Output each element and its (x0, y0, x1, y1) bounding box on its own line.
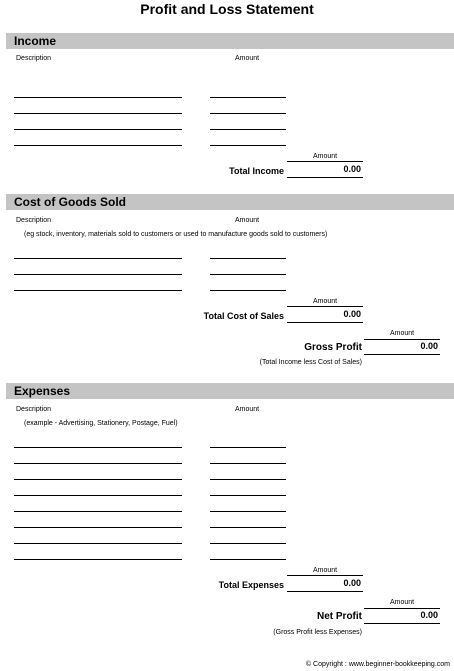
expenses-amount-line-8[interactable] (210, 559, 286, 560)
cogs-description-line-1[interactable] (14, 258, 182, 259)
net-profit-amount-label: Amount (389, 599, 415, 606)
expenses-section-header (6, 383, 454, 399)
income-amount-line-1[interactable] (210, 97, 286, 98)
expenses-description-line-1[interactable] (14, 447, 182, 448)
total-income-label: Total Income (229, 166, 284, 176)
expenses-description-line-5[interactable] (14, 511, 182, 512)
expenses-note: (example - Advertising, Stationery, Postage, Fuel) (24, 420, 178, 427)
expenses-amount-line-4[interactable] (210, 495, 286, 496)
cogs-amount-line-1[interactable] (210, 258, 286, 259)
income-amount-line-2[interactable] (210, 113, 286, 114)
expenses-total-amount-label: Amount (312, 567, 338, 574)
cogs-section-header (6, 194, 454, 210)
income-amount-line-3[interactable] (210, 129, 286, 130)
cogs-total-amount-label: Amount (312, 298, 338, 305)
cogs-note: (eg stock, inventory, materials sold to customers or used to manufacture goods sold to customers) (24, 231, 328, 238)
page-title: Profit and Loss Statement (140, 1, 314, 17)
total-expenses-value: 0.00 (287, 578, 363, 592)
expenses-amount-line-6[interactable] (210, 527, 286, 528)
expenses-description-line-2[interactable] (14, 463, 182, 464)
total-expenses-label: Total Expenses (218, 580, 284, 590)
income-section-header (6, 33, 454, 49)
income-description-line-4[interactable] (14, 145, 182, 146)
gross-profit-amount-label: Amount (389, 330, 415, 337)
cogs-amount-line-3[interactable] (210, 290, 286, 291)
income-description-line-1[interactable] (14, 97, 182, 98)
income-total-amount-label: Amount (312, 153, 338, 160)
income-amount-header: Amount (235, 55, 260, 62)
cogs-amount-line-2[interactable] (210, 274, 286, 275)
expenses-total-top-rule (287, 575, 363, 576)
expenses-amount-line-3[interactable] (210, 479, 286, 480)
cogs-description-header: Description (16, 217, 52, 224)
expenses-description-line-4[interactable] (14, 495, 182, 496)
cogs-total-top-rule (287, 306, 363, 307)
cogs-description-line-3[interactable] (14, 290, 182, 291)
gross-profit-label: Gross Profit (304, 342, 362, 353)
expenses-amount-line-2[interactable] (210, 463, 286, 464)
income-description-line-3[interactable] (14, 129, 182, 130)
net-profit-value: 0.00 (364, 608, 440, 624)
cogs-heading: Cost of Goods Sold (14, 195, 126, 209)
net-profit-note: (Gross Profit less Expenses) (273, 629, 362, 636)
copyright-notice: © Copyright : www.beginner-bookkeeping.com (305, 661, 450, 668)
gross-profit-value: 0.00 (364, 339, 440, 355)
net-profit-label: Net Profit (317, 611, 362, 622)
income-amount-line-4[interactable] (210, 145, 286, 146)
total-cost-of-sales-value: 0.00 (287, 309, 363, 323)
income-description-header: Description (16, 55, 52, 62)
cogs-description-line-2[interactable] (14, 274, 182, 275)
expenses-amount-line-7[interactable] (210, 543, 286, 544)
total-cost-of-sales-label: Total Cost of Sales (203, 311, 284, 321)
income-description-line-2[interactable] (14, 113, 182, 114)
expenses-amount-header: Amount (235, 406, 260, 413)
cogs-amount-header: Amount (235, 217, 260, 224)
expenses-description-line-8[interactable] (14, 559, 182, 560)
total-income-value: 0.00 (287, 164, 363, 178)
gross-profit-note: (Total Income less Cost of Sales) (259, 359, 362, 366)
expenses-heading: Expenses (14, 384, 71, 398)
income-heading: Income (14, 34, 57, 48)
expenses-amount-line-5[interactable] (210, 511, 286, 512)
expenses-description-line-7[interactable] (14, 543, 182, 544)
expenses-description-line-3[interactable] (14, 479, 182, 480)
expenses-description-header: Description (16, 406, 52, 413)
expenses-description-line-6[interactable] (14, 527, 182, 528)
expenses-amount-line-1[interactable] (210, 447, 286, 448)
income-total-top-rule (287, 161, 363, 162)
